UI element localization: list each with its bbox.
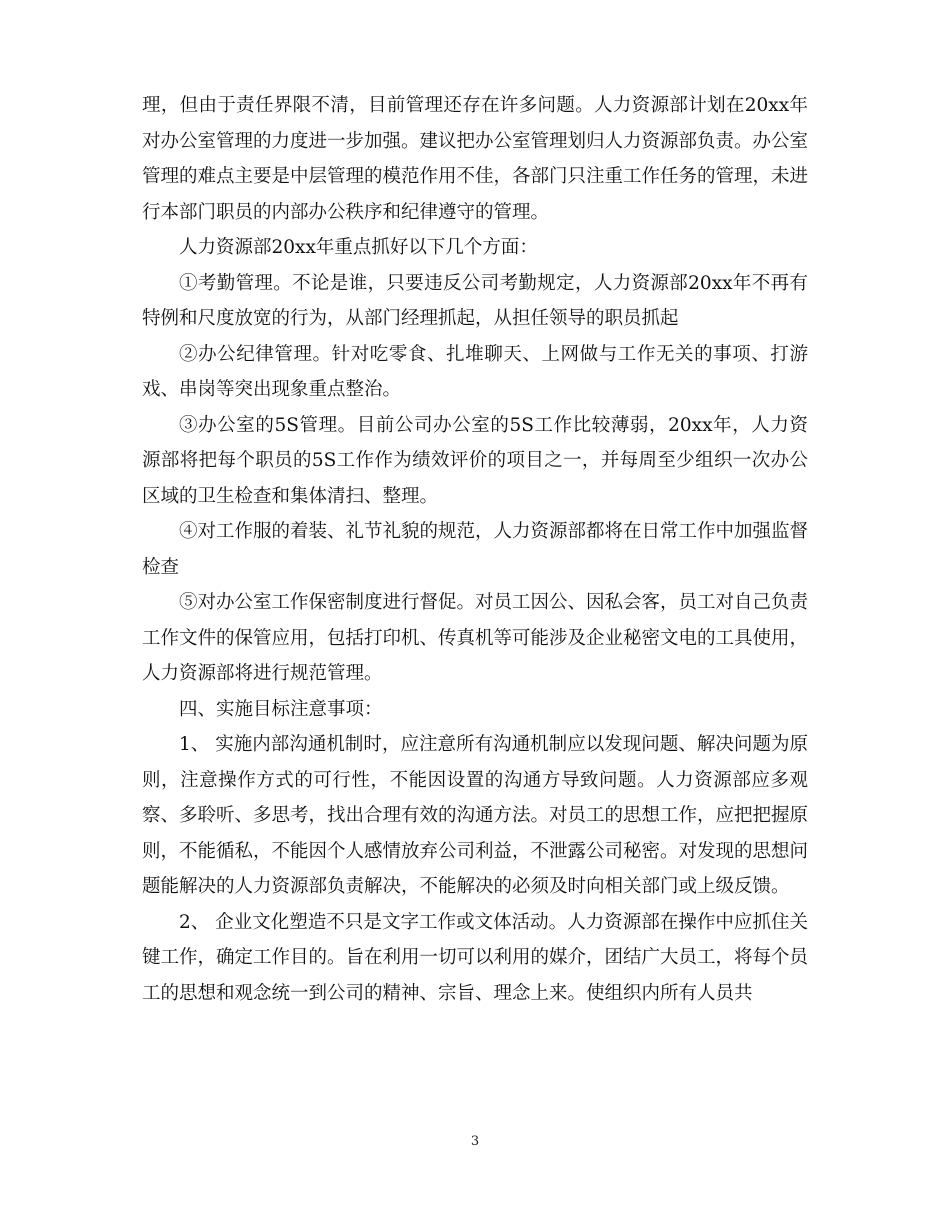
section-heading-notes: 四、实施目标注意事项： [179, 698, 383, 720]
paragraph-focus-intro: 人力资源部20xx年重点抓好以下几个方面： [179, 237, 538, 258]
paragraph-5s-management: ③办公室的5S管理。目前公司办公室的5S工作比较薄弱，20xx年，人力资源部将把每个职员的5S工作作为绩效评价的项目之一，并每周至少组织一次办公区域的卫生检查和集体清扫、整理。 [142, 414, 808, 507]
paragraph-attendance: ①考勤管理。不论是谁，只要违反公司考勤规定，人力资源部20xx年不再有特例和尺度放宽的行为，从部门经理抓起，从担任领导的职员抓起 [142, 272, 808, 329]
paragraph-office-discipline: ②办公纪律管理。针对吃零食、扎堆聊天、上网做与工作无关的事项、打游戏、串岗等突出现象重点整治。 [142, 343, 808, 400]
paragraph-communication: 1、 实施内部沟通机制时，应注意所有沟通机制应以发现问题、解决问题为原则，注意操作方式的可行性，不能因设置的沟通方导致问题。人力资源部应多观察、多聆听、多思考，找出合理有效的沟通方法。对员工的思想工作，应把把握原则，不能循私，不能因个人感情放弃公司利益，不泄露公司秘密。对发现的思想问题能解决的人力资源部负责解决，不能解决的必须及时向相关部门或上级反馈。 [142, 734, 809, 897]
document-body [142, 88, 808, 1011]
page-number: 3 [470, 1134, 480, 1149]
paragraph-uniform-etiquette: ④对工作服的着装、礼节礼貌的规范，人力资源部都将在日常工作中加强监督检查 [142, 521, 809, 578]
paragraph-continuation: 理，但由于责任界限不清，目前管理还存在许多问题。人力资源部计划在20xx年对办公室管理的力度进一步加强。建议把办公室管理划归人力资源部负责。办公室管理的难点主要是中层管理的模范作用不佳，各部门只注重工作任务的管理，未进行本部门职员的内部办公秩序和纪律遵守的管理。 [142, 95, 809, 223]
paragraph-corporate-culture: 2、 企业文化塑造不只是文字工作或文体活动。人力资源部在操作中应抓住关键工作，确定工作目的。旨在利用一切可以利用的媒介，团结广大员工，将每个员工的思想和观念统一到公司的精神、宗旨、理念上来。使组织内所有人员共 [142, 911, 809, 1004]
paragraph-confidentiality: ⑤对办公室工作保密制度进行督促。对员工因公、因私会客，员工对自己负责工作文件的保管应用，包括打印机、传真机等可能涉及企业秘密文电的工具使用，人力资源部将进行规范管理。 [142, 592, 809, 684]
